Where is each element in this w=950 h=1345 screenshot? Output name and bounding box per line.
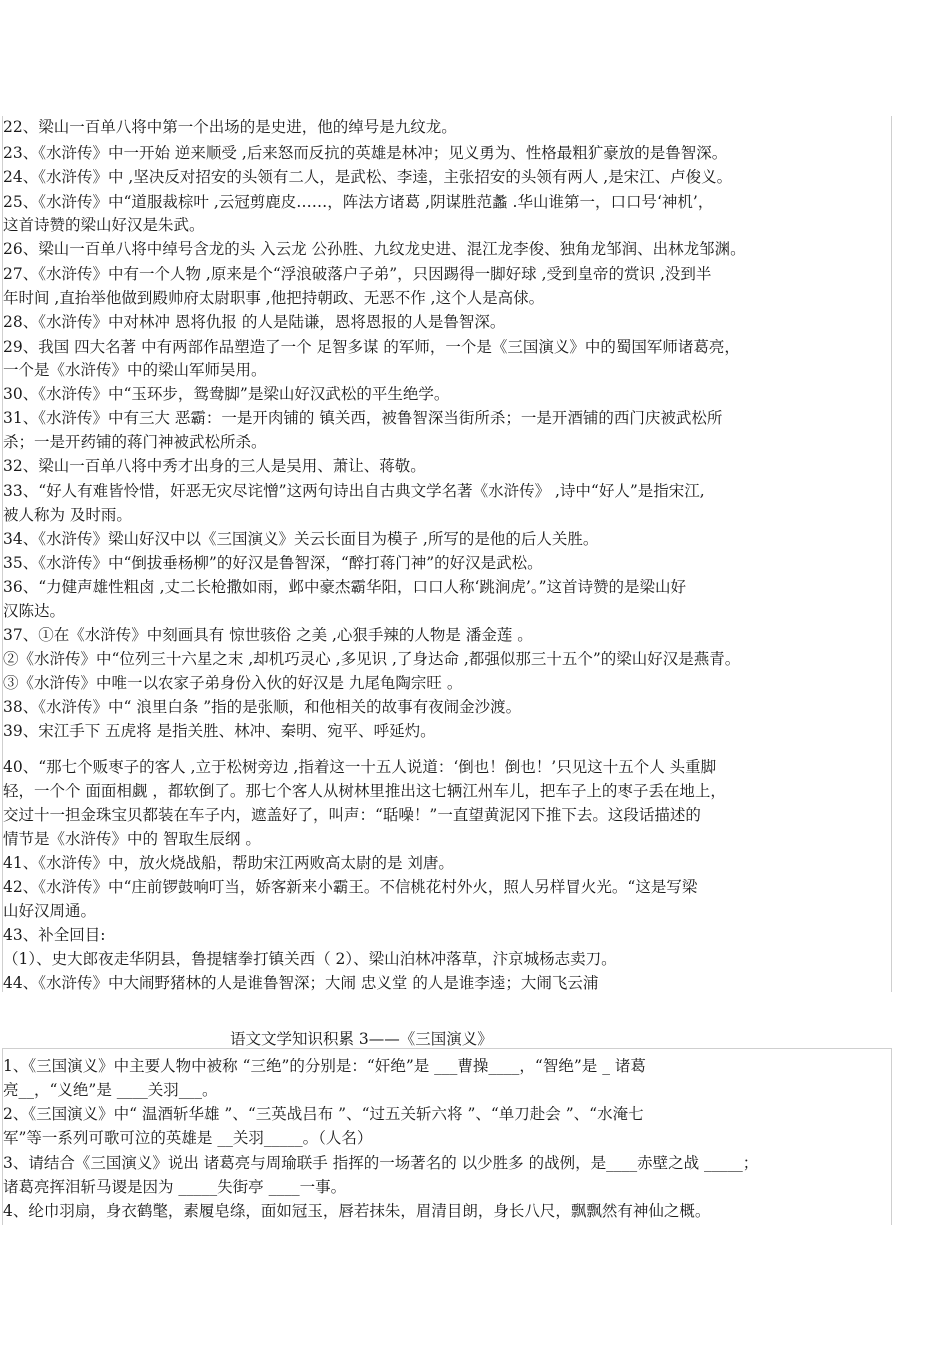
text-line: 30、《水浒传》中“玉环步，鸳鸯脚”是梁山好汉武松的平生绝学。 bbox=[3, 385, 450, 403]
text-line: 情节是《水浒传》中的 智取生辰纲 。 bbox=[3, 830, 261, 848]
text-line: 4、纶巾羽扇，身衣鹤氅，素履皂绦，面如冠玉，唇若抹朱，眉清目朗，身长八尺，飘飘然有神仙之概。 bbox=[3, 1202, 711, 1220]
text-line: 41、《水浒传》中，放火烧战船，帮助宋江两败高太尉的是 刘唐。 bbox=[3, 854, 454, 872]
text-line: 37、①在《水浒传》中刻画具有 惊世骇俗 之美 ,心狠手辣的人物是 潘金莲 。 bbox=[3, 626, 533, 644]
text-line: 32、梁山一百单八将中秀才出身的三人是吴用、萧让、蒋敬。 bbox=[3, 457, 426, 475]
text-line: 22、梁山一百单八将中第一个出场的是史进，他的绰号是九纹龙。 bbox=[3, 118, 457, 136]
text-line: 诸葛亮挥泪斩马谡是因为 _____失街亭 ____一事。 bbox=[3, 1178, 347, 1196]
text-line: （1）、史大郎夜走华阴县，鲁提辖拳打镇关西（ 2）、梁山泊林冲落草，汴京城杨志卖刀。 bbox=[3, 950, 617, 968]
text-line: 23、《水浒传》中一开始 逆来顺受 ,后来怒而反抗的英雄是林冲；见义勇为、性格最粗犷豪放的是鲁智深。 bbox=[3, 144, 728, 162]
text-line: 一个是《水浒传》中的梁山军师吴用。 bbox=[3, 361, 267, 379]
text-line: 39、宋江手下 五虎将 是指关胜、林冲、秦明、宛平、呼延灼。 bbox=[3, 722, 436, 740]
text-line: 36、“力健声雄性粗卤 ,丈二长枪撒如雨，邺中豪杰霸华阳，口口人称‘跳涧虎’。”这首诗赞的是梁山好 bbox=[3, 578, 687, 596]
text-line: 军”等一系列可歌可泣的英雄是 __关羽_____。（人名） bbox=[3, 1129, 373, 1147]
text-line: 3、请结合《三国演义》说出 诸葛亮与周瑜联手 指挥的一场著名的 以少胜多 的战例，是____赤壁之战 _____； bbox=[3, 1154, 759, 1172]
text-line: 杀；一是开药铺的蒋门神被武松所杀。 bbox=[3, 433, 267, 451]
section-three-kingdoms bbox=[2, 1048, 892, 1225]
text-line: 27、《水浒传》中有一个人物 ,原来是个“浮浪破落户子弟”，只因踢得一脚好球 ,受到皇帝的赏识 ,没到半 bbox=[3, 265, 712, 283]
text-line: 轻，一个个 面面相觑 ，都软倒了。那七个客人从树林里推出这七辆江州车儿，把车子上的枣子丢在地上， bbox=[3, 782, 726, 800]
text-line: 汉陈达。 bbox=[3, 602, 66, 620]
text-line: ②《水浒传》中“位列三十六星之末 ,却机巧灵心 ,多见识 ,了身达命 ,都强似那三十五个”的梁山好汉是燕青。 bbox=[3, 650, 741, 668]
text-line: 被人称为 及时雨。 bbox=[3, 506, 132, 524]
section-title-three-kingdoms: 语文文学知识积累 3——《三国演义》 bbox=[230, 1030, 493, 1048]
text-line: 35、《水浒传》中“倒拔垂杨柳”的好汉是鲁智深，“醉打蒋门神”的好汉是武松。 bbox=[3, 554, 543, 572]
text-line: 26、梁山一百单八将中绰号含龙的头 入云龙 公孙胜、九纹龙史进、混江龙李俊、独角龙邹润、出林龙邹渊。 bbox=[3, 240, 746, 258]
text-line: 山好汉周通。 bbox=[3, 902, 97, 920]
text-line: 1、《三国演义》中主要人物中被称 “三绝”的分别是：“奸绝”是 ___曹操____，“智绝”是 _ 诸葛 bbox=[3, 1057, 646, 1075]
text-line: 2、《三国演义》中“ 温酒斩华雄 ”、“三英战吕布 ”、“过五关斩六将 ”、“单刀赴会 ”、“水淹七 bbox=[3, 1105, 644, 1123]
text-line: 38、《水浒传》中“ 浪里白条 ”指的是张顺，和他相关的故事有夜闹金沙渡。 bbox=[3, 698, 522, 716]
text-line: 34、《水浒传》梁山好汉中以《三国演义》关云长面目为模子 ,所写的是他的后人关胜。 bbox=[3, 530, 599, 548]
section-water-margin bbox=[2, 116, 892, 992]
text-line: ③《水浒传》中唯一以农家子弟身份入伙的好汉是 九尾龟陶宗旺 。 bbox=[3, 674, 463, 692]
text-line: 42、《水浒传》中“庄前锣鼓响叮当，娇客新来小霸王。不信桃花村外火，照人另样冒火光。“这是写梁 bbox=[3, 878, 698, 896]
text-line: 43、补全回目: bbox=[3, 926, 106, 944]
text-line: 交过十一担金珠宝贝都装在车子内，遮盖好了，叫声：“聒噪！”一直望黄泥冈下推下去。这段话描述的 bbox=[3, 806, 701, 824]
text-line: 31、《水浒传》中有三大 恶霸：一是开肉铺的 镇关西，被鲁智深当街所杀；一是开酒铺的西门庆被武松所 bbox=[3, 409, 723, 427]
text-line: 44、《水浒传》中大闹野猪林的人是谁鲁智深；大闹 忠义堂 的人是谁李逵；大闹飞云浦 bbox=[3, 974, 599, 992]
text-line: 33、“好人有难皆怜惜，奸恶无灾尽诧憎”这两句诗出自古典文学名著《水浒传》 ,诗中“好人”是指宋江, bbox=[3, 482, 705, 500]
text-line: 亮__，“义绝”是 ____关羽___。 bbox=[3, 1081, 218, 1099]
text-line: 29、我国 四大名著 中有两部作品塑造了一个 足智多谋 的军师，一个是《三国演义》中的蜀国军师诸葛亮， bbox=[3, 338, 740, 356]
text-line: 40、“那七个贩枣子的客人 ,立于松树旁边 ,指着这一十五人说道：‘倒也！倒也！’只见这十五个人 头重脚 bbox=[3, 758, 717, 776]
text-line: 24、《水浒传》中 ,坚决反对招安的头领有二人，是武松、李逵，主张招安的头领有两人 ,是宋江、卢俊义。 bbox=[3, 168, 733, 186]
text-line: 25、《水浒传》中“道服裁棕叶 ,云冠剪鹿皮……，阵法方诸葛 ,阴谋胜范蠡 .华山谁第一，口口号‘神机’， bbox=[3, 193, 714, 211]
text-line: 这首诗赞的梁山好汉是朱武。 bbox=[3, 216, 205, 234]
text-line: 28、《水浒传》中对林冲 恩将仇报 的人是陆谦，恩将恩报的人是鲁智深。 bbox=[3, 313, 506, 331]
text-line: 年时间 ,直抬举他做到殿帅府太尉职事 ,他把持朝政、无恶不作 ,这个人是高俅。 bbox=[3, 289, 545, 307]
